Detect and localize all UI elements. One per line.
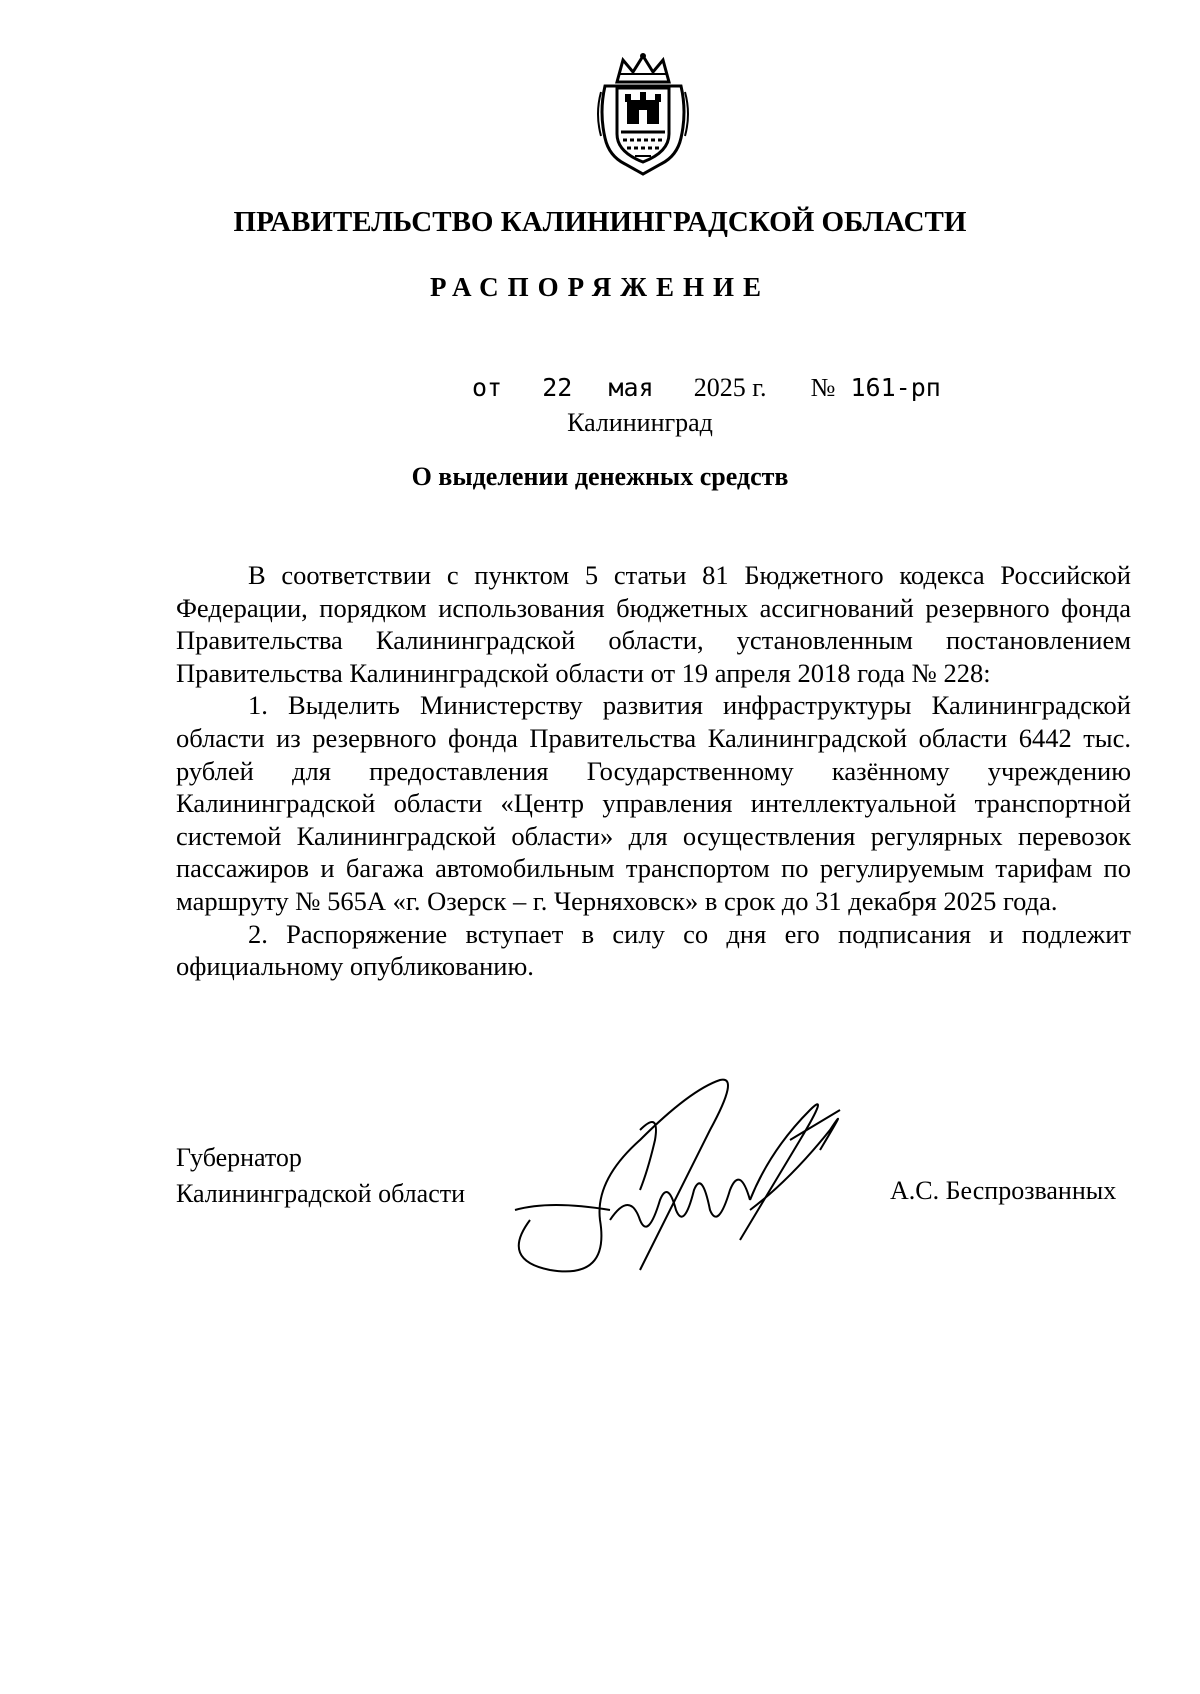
city: Калининград [567, 408, 713, 437]
signer-position-line-2: Калининградской области [176, 1179, 466, 1208]
number-label: № [810, 373, 836, 402]
document-body [176, 559, 1131, 983]
document-subject: О выделении денежных средств [411, 462, 789, 491]
document-number: 161-рп [850, 373, 941, 402]
signer-position-line-1: Губернатор [176, 1143, 302, 1172]
document-type: РАСПОРЯЖЕНИЕ [429, 272, 771, 302]
date-month: мая [608, 373, 654, 402]
government-title: ПРАВИТЕЛЬСТВО КАЛИНИНГРАДСКОЙ ОБЛАСТИ [233, 206, 967, 238]
date-day: 22 [542, 373, 573, 402]
date-and-number-line [472, 373, 941, 403]
date-year: 2025 г. [693, 373, 767, 402]
signer-name: А.С. Беспрозванных [890, 1176, 1117, 1205]
date-prefix: от [472, 373, 503, 402]
item-2-paragraph: 2. Распоряжение вступает в силу со дня его подписания и подлежит официальному опубликованию. [176, 918, 1131, 982]
item-1-paragraph: 1. Выделить Министерству развития инфраструктуры Калининградской области из резервного фонда Правительства Калининградской области 6442 тыс. рублей для предоставления Государственному казённому учреждению Калининградской области «Центр управления интеллектуальной транспортной системой Калининградской области» для осуществления регулярных перевозок пассажиров и багажа автомобильным транспортом по регулируемым тарифам по маршруту № 565А «г. Озерск – г. Черняховск» в срок до 31 декабря 2025 года. [176, 690, 1131, 916]
handwritten-signature-icon [490, 1070, 920, 1310]
coat-of-arms-icon [595, 52, 691, 178]
preamble-paragraph: В соответствии с пунктом 5 статьи 81 Бюджетного кодекса Российской Федерации, порядком использования бюджетных ассигнований резервного фонда Правительства Калининградской области, установленным постановлением Правительства Калининградской области от 19 апреля 2018 года № 228: [176, 560, 1131, 688]
signer-position [176, 1140, 465, 1212]
